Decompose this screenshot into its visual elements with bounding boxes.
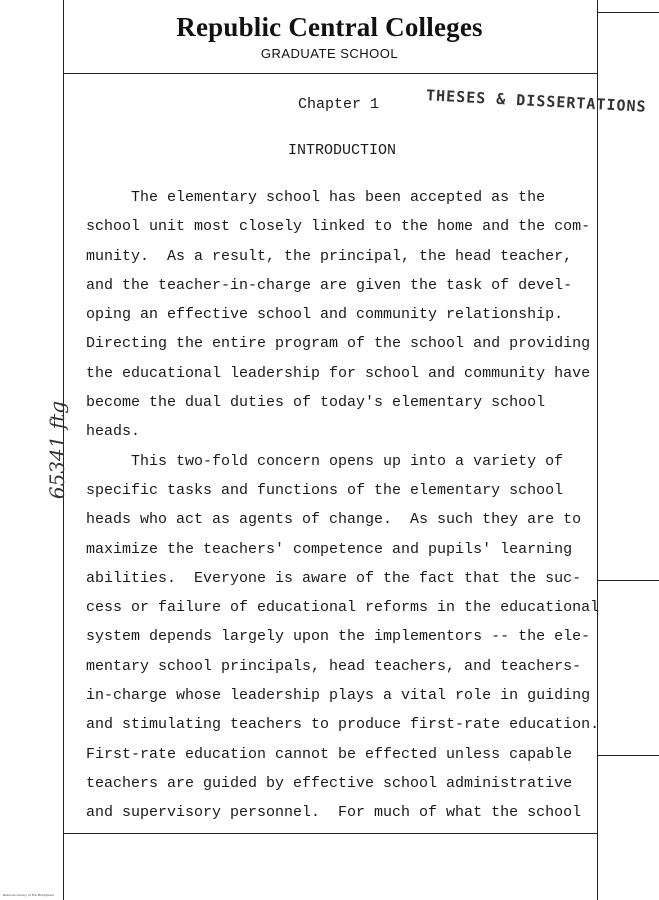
text-line: and supervisory personnel. For much of what the school bbox=[86, 804, 582, 822]
text-line: teachers are guided by effective school administrative bbox=[86, 774, 573, 792]
text-line: and stimulating teachers to produce first-rate education. bbox=[86, 716, 600, 734]
footer-credit: National Library of the Philippines bbox=[3, 893, 54, 897]
text-line: cess or failure of educational reforms in the educational bbox=[86, 599, 600, 617]
theses-stamp: THESES & DISSERTATIONS bbox=[425, 86, 648, 116]
institution-title: Republic Central Colleges bbox=[176, 12, 483, 42]
text-line: mentary school principals, head teachers, and teachers- bbox=[86, 657, 582, 675]
text-line: the educational leadership for school and community have bbox=[86, 364, 591, 382]
right-tick-3 bbox=[597, 755, 659, 756]
text-line: become the dual duties of today's elementary school bbox=[86, 394, 546, 412]
text-line: heads. bbox=[86, 423, 141, 441]
text-line: system depends largely upon the implementors -- the ele- bbox=[86, 628, 591, 646]
text-line: maximize the teachers' competence and pupils' learning bbox=[86, 540, 573, 558]
section-heading: INTRODUCTION bbox=[288, 142, 397, 159]
text-line: First-rate education cannot be effected unless capable bbox=[86, 745, 573, 763]
body-text bbox=[86, 183, 606, 828]
text-line: This two-fold concern opens up into a variety of bbox=[86, 452, 564, 470]
text-line: The elementary school has been accepted as the bbox=[86, 189, 546, 206]
institution-subtitle: GRADUATE SCHOOL bbox=[260, 46, 399, 61]
bottom-rule bbox=[63, 833, 597, 834]
text-line: oping an effective school and community relationship. bbox=[86, 306, 564, 324]
handwritten-margin-note: 65341 ftg bbox=[45, 400, 70, 500]
text-line: specific tasks and functions of the elementary school bbox=[86, 481, 564, 499]
text-line: munity. As a result, the principal, the head teacher, bbox=[86, 247, 573, 265]
text-line: and the teacher-in-charge are given the task of devel- bbox=[86, 276, 573, 294]
text-line: abilities. Everyone is aware of the fact that the suc- bbox=[86, 569, 582, 587]
text-line: Directing the entire program of the school and providing bbox=[86, 335, 591, 353]
header-rule bbox=[63, 73, 597, 74]
text-line: heads who act as agents of change. As such they are to bbox=[86, 511, 582, 529]
text-line: in-charge whose leadership plays a vital role in guiding bbox=[86, 687, 591, 705]
text-line: school unit most closely linked to the home and the com- bbox=[86, 218, 591, 236]
right-tick-2 bbox=[597, 580, 659, 581]
chapter-label: Chapter 1 bbox=[298, 96, 380, 113]
